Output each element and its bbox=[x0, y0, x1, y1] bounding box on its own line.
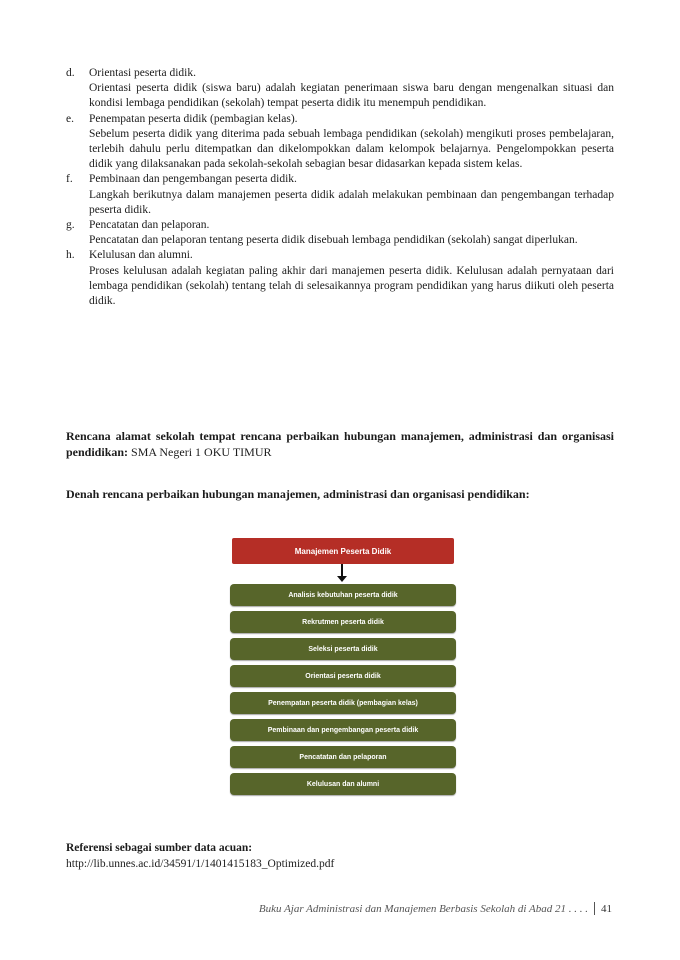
list-item bbox=[66, 66, 614, 112]
denah-label: Denah rencana perbaikan hubungan manajemen, administrasi dan organisasi pendidikan: bbox=[66, 487, 530, 501]
page-footer bbox=[259, 902, 612, 915]
list-item-title: Orientasi peserta didik. bbox=[89, 67, 196, 79]
reference-section bbox=[66, 840, 614, 872]
diagram-step-box: Seleksi peserta didik bbox=[230, 638, 456, 660]
list-item-title: Pembinaan dan pengembangan peserta didik. bbox=[89, 173, 297, 186]
reference-label: Referensi sebagai sumber data acuan: bbox=[66, 842, 253, 854]
list-marker: d. bbox=[66, 67, 75, 79]
footer-divider bbox=[594, 902, 595, 915]
diagram-step-box: Pencatatan dan pelaporan bbox=[230, 746, 456, 768]
list-item-title: Kelulusan dan alumni. bbox=[89, 249, 193, 262]
list-item-body: Proses kelulusan adalah kegiatan paling akhir dari manajemen peserta didik. Kelulusan adalah pernyataan dari lembaga pendidikan (sekolah) tentang telah di selesaikannya program pendidikan yang harus diikuti oleh peserta didik. bbox=[89, 264, 614, 308]
footer-title: Buku Ajar Administrasi dan Manajemen Berbasis Sekolah di Abad 21 . . . . bbox=[258, 902, 588, 915]
denah-paragraph bbox=[66, 486, 614, 502]
diagram-step-box: Rekrutmen peserta didik bbox=[230, 611, 456, 633]
list-item-title: Penempatan peserta didik (pembagian kelas). bbox=[89, 112, 298, 125]
diagram-step-box: Analisis kebutuhan peserta didik bbox=[230, 584, 456, 606]
diagram-step-box: Kelulusan dan alumni bbox=[230, 773, 456, 795]
list-item bbox=[66, 248, 614, 309]
list-item-body: Sebelum peserta didik yang diterima pada sebuah lembaga pendidikan (sekolah) mengikuti proses pembelajaran, terlebih dahulu perlu ditempatkan dan dikelompokkan dalam kelompok belajarnya. Pengelompokkan peserta didik yang dilaksanakan pada sekolah-sekolah sebagian besar didasarkan kepada sistem kelas. bbox=[89, 127, 614, 171]
student-management-list bbox=[66, 66, 614, 309]
address-paragraph bbox=[66, 428, 614, 460]
management-flow-diagram bbox=[230, 538, 460, 800]
down-arrow-icon bbox=[337, 576, 347, 582]
list-item-body: Langkah berikutnya dalam manajemen peserta didik adalah melakukan pembinaan dan pengembangan terhadap peserta didik. bbox=[89, 188, 614, 216]
list-item-body: Orientasi peserta didik (siswa baru) adalah kegiatan penerimaan siswa baru dengan mengenalkan situasi dan kondisi lembaga pendidikan (sekolah) tempat peserta didik itu menempuh pendidikan. bbox=[89, 82, 614, 110]
diagram-top-box: Manajemen Peserta Didik bbox=[232, 538, 454, 564]
diagram-step-box: Penempatan peserta didik (pembagian kelas) bbox=[230, 692, 456, 714]
list-marker: e. bbox=[66, 112, 74, 125]
list-marker: h. bbox=[66, 249, 75, 262]
diagram-step-box: Pembinaan dan pengembangan peserta didik bbox=[230, 719, 456, 741]
page-number: 41 bbox=[601, 902, 612, 915]
list-item bbox=[66, 112, 614, 173]
list-item bbox=[66, 172, 614, 218]
reference-url: http://lib.unnes.ac.id/34591/1/1401415183_Optimized.pdf bbox=[66, 858, 335, 870]
diagram-step-box: Orientasi peserta didik bbox=[230, 665, 456, 687]
list-marker: g. bbox=[66, 219, 75, 232]
address-value: SMA Negeri 1 OKU TIMUR bbox=[128, 445, 272, 459]
list-item bbox=[66, 218, 614, 248]
list-item-title: Pencatatan dan pelaporan. bbox=[89, 219, 210, 232]
list-item-body: Pencatatan dan pelaporan tentang peserta didik disebuah lembaga pendidikan (sekolah) sangat diperlukan. bbox=[89, 234, 578, 247]
list-marker: f. bbox=[66, 173, 73, 186]
address-label: Rencana alamat sekolah tempat rencana perbaikan hubungan manajemen, administrasi dan organisasi pendidikan: bbox=[66, 429, 614, 459]
